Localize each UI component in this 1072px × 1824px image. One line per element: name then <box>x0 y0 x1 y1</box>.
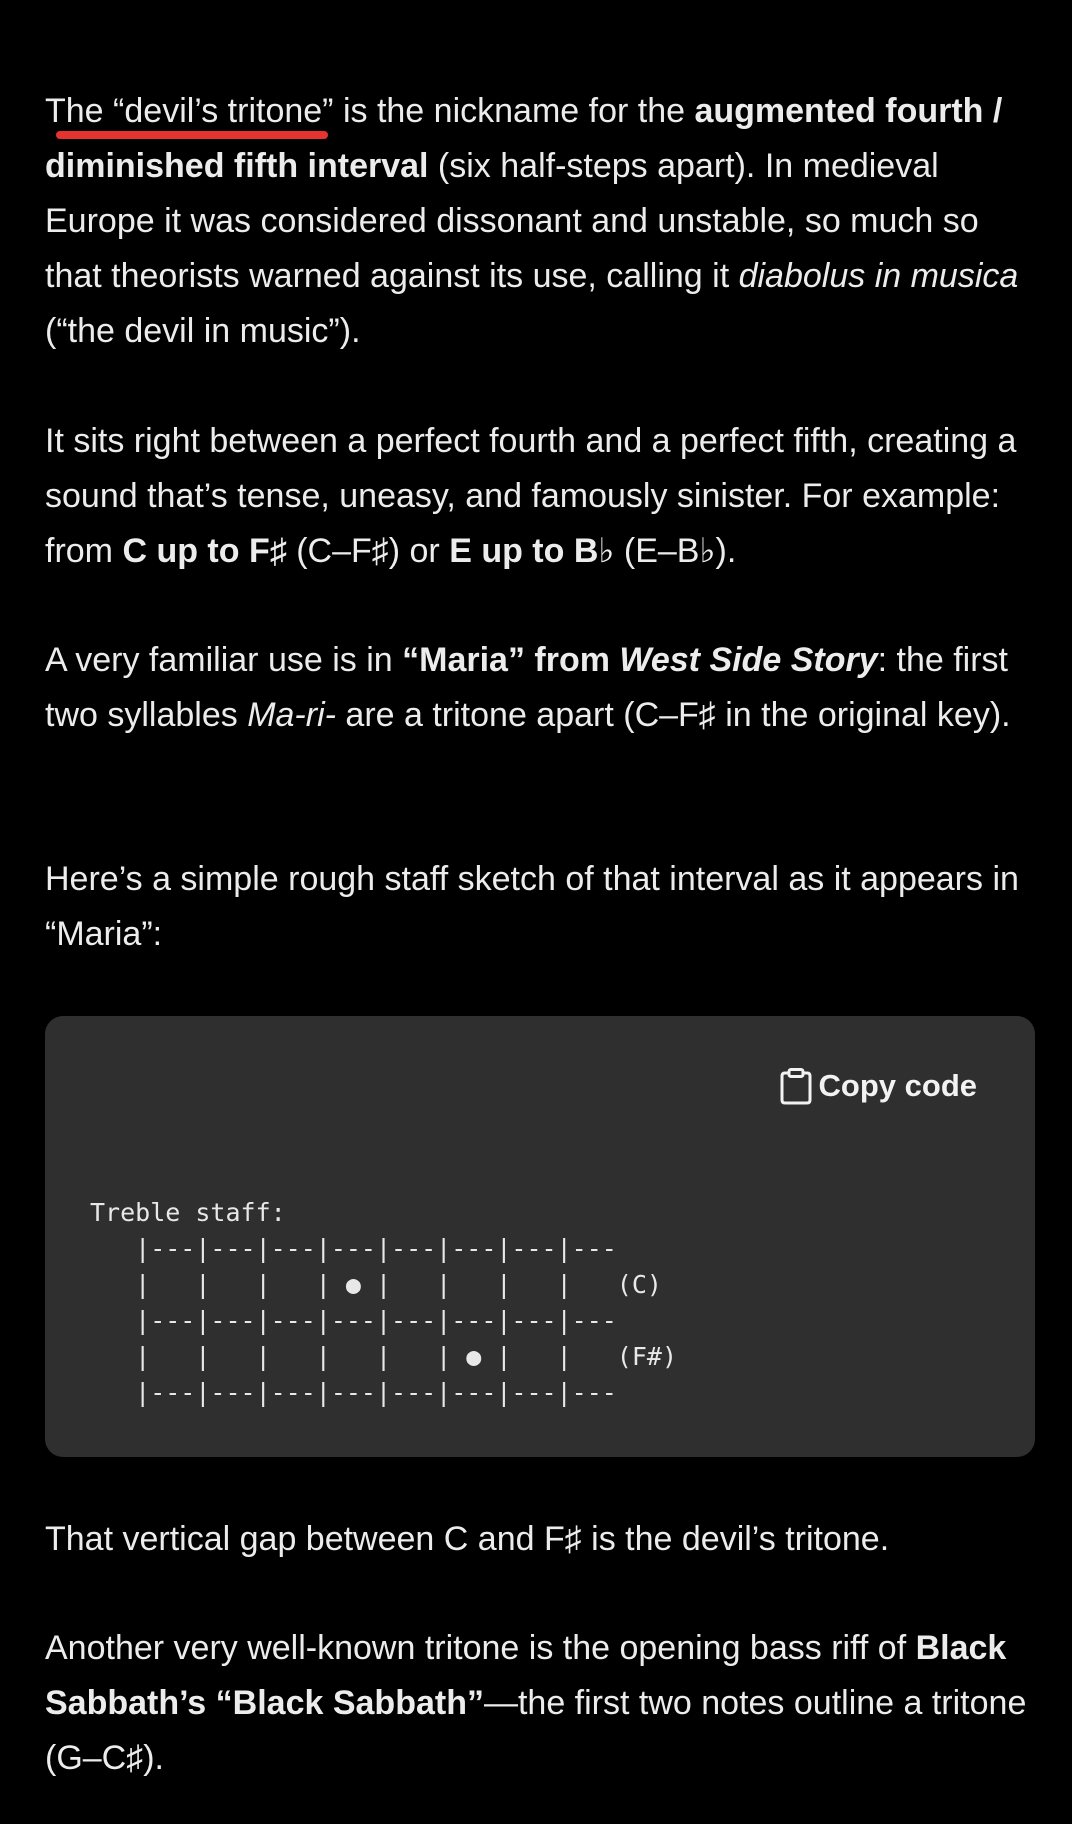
code-text: Treble staff: |---|---|---|---|---|---|---|--- | | | | ● | | | | (C) |---|---|---|---|---|---|---|--- | | | | | | ● | | (F#) |---|---|---|---|---|---|---|--- <box>90 1198 677 1407</box>
paragraph-example: It sits right between a perfect fourth and a perfect fifth, creating a sound that’s tense, uneasy, and famously sinister. For example: from C up to F♯ (C–F♯) or E up to B♭ (E–B♭). <box>45 422 1017 570</box>
paragraph-sketch-intro: Here’s a simple rough staff sketch of that interval as it appears in “Maria”: <box>45 860 1019 953</box>
underlined-phrase: “devil’s tritone” <box>113 92 343 130</box>
copy-code-button[interactable] <box>779 1064 977 1108</box>
paragraph-sabbath: Another very well-known tritone is the opening bass riff of Black Sabbath’s “Black Sabbath”—the first two notes outline a tritone (G–C♯). <box>45 1629 1027 1777</box>
clipboard-icon <box>779 1067 813 1105</box>
copy-code-label: Copy code <box>818 1068 977 1103</box>
paragraph-maria: A very familiar use is in “Maria” from West Side Story: the first two syllables Ma-ri- are a tritone apart (C–F♯ in the original key). <box>45 641 1011 734</box>
paragraph-intro: The “devil’s tritone” is the nickname for the augmented fourth / diminished fifth interval (six half-steps apart). In medieval Europe it was considered dissonant and unstable, so much so that theorists warned against its use, calling it diabolus in musica (“the devil in music”). <box>45 92 1019 350</box>
code-block <box>45 1016 1035 1457</box>
paragraph-gap: That vertical gap between C and F♯ is the devil’s tritone. <box>45 1520 890 1558</box>
bold-interval: augmented fourth / diminished fifth interval <box>45 92 1003 185</box>
italic-latin: diabolus in musica <box>738 257 1019 295</box>
